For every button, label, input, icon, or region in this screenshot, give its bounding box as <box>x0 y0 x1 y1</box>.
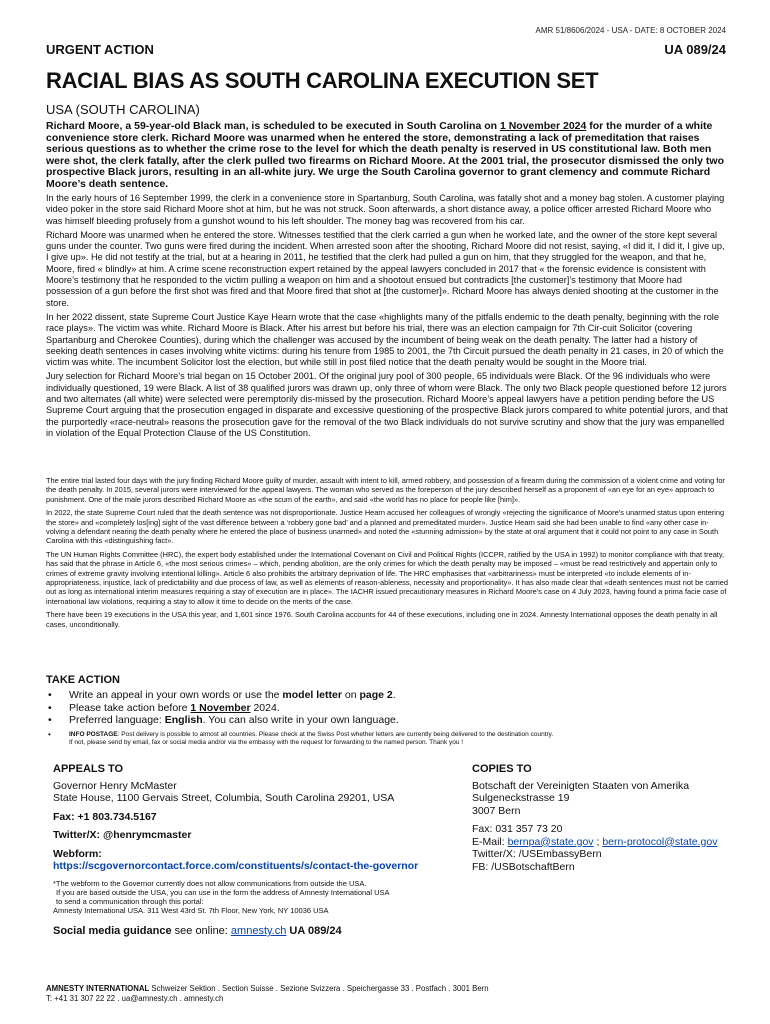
execution-date: 1 November 2024 <box>499 120 587 132</box>
info-label: INFO POSTAGE <box>69 731 118 738</box>
list-item <box>46 702 726 715</box>
main-body <box>46 193 728 442</box>
info-text: If not, please send by email, fax or social media and/or via the embassy with the request for forwarding to the named person. Thank you ! <box>69 739 464 747</box>
recipient-fax: Fax: +1 803.734.5167 <box>53 810 157 823</box>
lead-text-2: for the murder of a white convenience store clerk. Richard Moore was unarmed when he entered the store, demonstrating a lack of premeditation that raises serious questions as to whether the crime rose to the level for which the death penalty is reserved in US constitutional law. Both men were shot, the clerk fatally, after the clerk pulled two firearms on Richard Moore. At the 2001 trial, the prosecutor dismissed the only two prospective Black jurors, resulting in an all-white jury. We urge the South Carolina governor to grant clemency and commute Richard Moore’s death sentence. <box>46 120 725 190</box>
ua-number: UA 089/24 <box>664 42 726 57</box>
appeals-heading: APPEALS TO <box>53 763 124 775</box>
footer <box>46 984 489 1004</box>
embassy-city: 3007 Bern <box>472 804 521 817</box>
take-action-heading: TAKE ACTION <box>46 674 120 686</box>
email-separator: ; <box>593 835 603 848</box>
page-title: RACIAL BIAS AS SOUTH CAROLINA EXECUTION SET <box>46 68 599 93</box>
amnesty-link[interactable]: amnesty.ch <box>230 925 287 937</box>
embassy-twitter: Twitter/X: /USEmbassyBern <box>472 848 602 860</box>
body-paragraph: Richard Moore was unarmed when he entered the store. Witnesses testified that the clerk carried a gun when he worked late, and the owner of the store kept several guns under the counter. Two guns were fired during the incident. When arrested soon after the shooting, Richard Moore did not resist, saying, «I did it, I did it, I give up, I give up». He did not testify at the trial, but at a hearing in 2011, he testified that the clerk had pulled a gun on him, that they struggled for the weapon, and that he, Moore, fired « blindly» at him. A crime scene reconstruction expert retained by the appeal lawyers concluded in 2017 that « the forensic evidence is consistent with Moore’s testimony that he responded to the victim pulling a weapon on him and a shootout ensued but contradicts [the customer]’s testimony that Moore had possession of a gun before the first shot was fired and that Moore fired that shot at [the customer]». Richard Moore has always denied shooting at the customer in the store. <box>46 229 725 308</box>
document-reference: AMR 51/8606/2024 - USA - DATE: 8 OCTOBER 2024 <box>535 26 726 35</box>
email-link-2[interactable]: bern-protocol@state.gov <box>602 835 718 848</box>
copies-heading: COPIES TO <box>472 763 532 775</box>
item-bold: page 2 <box>359 689 393 701</box>
email-label: E-Mail: <box>472 835 508 848</box>
social-ua-number: UA 089/24 <box>289 925 342 937</box>
note-line: *The webform to the Governor currently does not allow communications from outside the USA. <box>53 878 367 888</box>
body-paragraph: Jury selection for Richard Moore’s trial began on 15 October 2001. Of the original jury pool of 300 people, 65 individuals were Black. Of the 96 individuals who were individually questioned, 19 were Black. A list of 38 qualified jurors was drawn up, only three of whom were Black. The only two Black people questioned before 12 jurors and two alternates (all white) were selected were peremptorily dis-missed by the prosecution. Richard Moore’s appeal lawyers have a petition pending before the US Supreme Court arguing that the prosecution engaged in disparate and excessive questioning of the prospective Black jurors compared to white potential jurors, and that the purportedly «race-neutral» reasons the prosecution gave for the removal of the two Black individuals do not survive scrutiny and show that the jury was empanelled in violation of the Equal Protection Clause of the US Constitution. <box>46 371 728 438</box>
recipient-twitter: Twitter/X: @henrymcmaster <box>53 829 192 841</box>
info-postage <box>46 731 726 748</box>
footer-address: Schweizer Sektion . Section Suisse . Sezione Svizzera . Speichergasse 33 . Postfach . 3001 Bern <box>149 984 489 993</box>
social-guidance <box>53 925 342 937</box>
item-bold: English <box>164 714 203 726</box>
note-line: to send a communication through this portal: <box>56 896 204 906</box>
small-paragraph: The UN Human Rights Committee (HRC), the expert body established under the International Covenant on Civil and Political Rights (ICCPR, ratified by the USA in 1992) to monitor compliance with that treaty, has said that the phrase in Article 6, «the most serious crimes» – which, pending abolition, are the only crimes for which the death penalty may be imposed – «must be read restrictively and appertain only to crimes of extreme gravity involving intentional killing». Article 6 also prohibits the arbitrary deprivation of life. The HRC emphasises that «arbitrariness» must be interpreted «to include elements of in-appropriateness, injustice, lack of predictability and due process of law, as well as elements of reason-ableness, necessity and proportionality». It has also made clear that «death sentences must not be carried out as long as international interim measures requiring a stay of execution are in place». The IACHR issued precautionary measures in Richard Moore’s case on 4 July 2023, having found a prima facie case of international law violations, requiring a stay to allow it time to decide on the merits of the case. <box>46 549 728 606</box>
note-line: Amnesty International USA. 311 West 43rd St. 7th Floor, New York, NY 10036 USA <box>53 906 329 916</box>
secondary-body <box>46 476 728 633</box>
email-link-1[interactable]: bernpa@state.gov <box>507 835 594 848</box>
webform-label: Webform: <box>53 847 102 860</box>
appeals-section <box>53 763 463 915</box>
list-item <box>46 689 726 702</box>
info-text: : Post delivery is possible to almost all countries. Please check at the Swiss Post whether letters are currently being delivered to the destination country. <box>117 731 554 738</box>
urgent-action-label: URGENT ACTION <box>46 42 154 57</box>
list-item <box>46 714 726 727</box>
small-paragraph: The entire trial lasted four days with the jury finding Richard Moore guilty of murder, assault with intent to kill, armed robbery, and possession of a firearm during the commission of a violent crime and voting for the death penalty. In 2015, several jurors were interviewed for the appeal lawyers. The woman who served as the foreperson of the jury described herself as a proponent of «an eye for an eye» approach to punishment. One of the male jurors described Richard Moore as «the scum of the earth», and said «the world has no place for people like [him]». <box>46 476 725 504</box>
item-bold: model letter <box>282 689 342 701</box>
embassy-email <box>472 836 732 849</box>
embassy-facebook: FB: /USBotschaftBern <box>472 860 575 873</box>
embassy-fax: Fax: 031 357 73 20 <box>472 823 563 835</box>
item-text: on <box>341 689 360 701</box>
body-paragraph: In her 2022 dissent, state Supreme Court Justice Kaye Hearn wrote that the case «highlights many of the pitfalls endemic to the death penalty, beginning with the role race plays». The victim was white. Richard Moore is Black. After his arrest but before his trial, there was an election campaign for 7th Cir-cuit Solicitor (covering Spartanburg and Cherokee Counties), during which the challenger was accused by the incumbent of being weak on the death penalty. The latter had a history of seeking death sentences in cases involving white victims: during his tenure from 1985 to 2001, the 7th Circuit pursued the death penalty in 21 cases, in 20 of which the victim was white. The incumbent Solicitor lost the election, but while still in post filed notice that the death penalty would be sought in the Moore trial. <box>46 311 724 368</box>
deadline-date: 1 November <box>190 701 251 714</box>
webform-note <box>53 879 463 916</box>
header-row <box>46 42 726 58</box>
note-line: If you are based outside the USA, you can use in the form the address of Amnesty International USA <box>56 887 390 897</box>
embassy-name: Botschaft der Vereinigten Staaten von Amerika <box>472 779 690 792</box>
lead-text-1: Richard Moore, a 59-year-old Black man, is scheduled to be executed in South Carolina on <box>46 120 500 132</box>
recipient-address: State House, 1100 Gervais Street, Columbia, South Carolina 29201, USA <box>53 792 395 804</box>
item-text: . <box>392 689 396 701</box>
lead-paragraph <box>46 121 728 191</box>
social-text: see online: <box>171 925 231 937</box>
small-paragraph: There have been 19 executions in the USA this year, and 1,601 since 1976. South Carolina accounts for 44 of these executions, including one in 2024. Amnesty International opposes the death penalty in all cases, unconditionally. <box>46 610 718 629</box>
item-text: Preferred language: <box>69 714 165 726</box>
social-label: Social media guidance <box>53 925 172 937</box>
embassy-street: Sulgeneckstrasse 19 <box>472 792 570 804</box>
webform-link[interactable]: https://scgovernorcontact.force.com/constituents/s/contact-the-governor <box>53 860 419 872</box>
body-paragraph: In the early hours of 16 September 1999, the clerk in a convenience store in Spartanburg, South Carolina, was fatally shot and a money bag stolen. A customer playing video poker in the store said Richard Moore shot at him, but he was not struck. Soon afterwards, a short distance away, a police officer arrested Richard Moore who was himself bleeding profusely from a gunshot wound to his left shoulder. The money bag was recovered from his car. <box>46 193 725 226</box>
copies-section <box>472 763 732 873</box>
footer-contact: T: +41 31 307 22 22 . ua@amnesty.ch . amnesty.ch <box>46 994 224 1003</box>
footer-org: AMNESTY INTERNATIONAL <box>46 984 150 993</box>
country-subtitle: USA (SOUTH CAROLINA) <box>46 102 200 117</box>
recipient-name: Governor Henry McMaster <box>53 779 177 792</box>
item-text: . You can also write in your own language. <box>202 714 399 726</box>
small-paragraph: In 2022, the state Supreme Court ruled that the death sentence was not disproportionate. Justice Hearn accused her colleagues of wrongly «rejecting the significance of Moore’s unarmed status upon entering the store» and «completely los[ing] sight of the vast difference between a ‘robbery gone bad’ and a planned and premeditated murder». Justice Hearn said she had been unable to find «any other case in-volving a defendant nearing the death penalty where he entered the place of business unarmed» and noted the «stunning admission» by the state at oral argument that it could not point to any case in South Carolina with this «distinguishing fact». <box>46 508 725 546</box>
take-action-list <box>46 689 726 727</box>
item-text: Please take action before <box>69 701 191 714</box>
item-text: Write an appeal in your own words or use the <box>69 689 283 701</box>
item-text: 2024. <box>250 701 280 714</box>
